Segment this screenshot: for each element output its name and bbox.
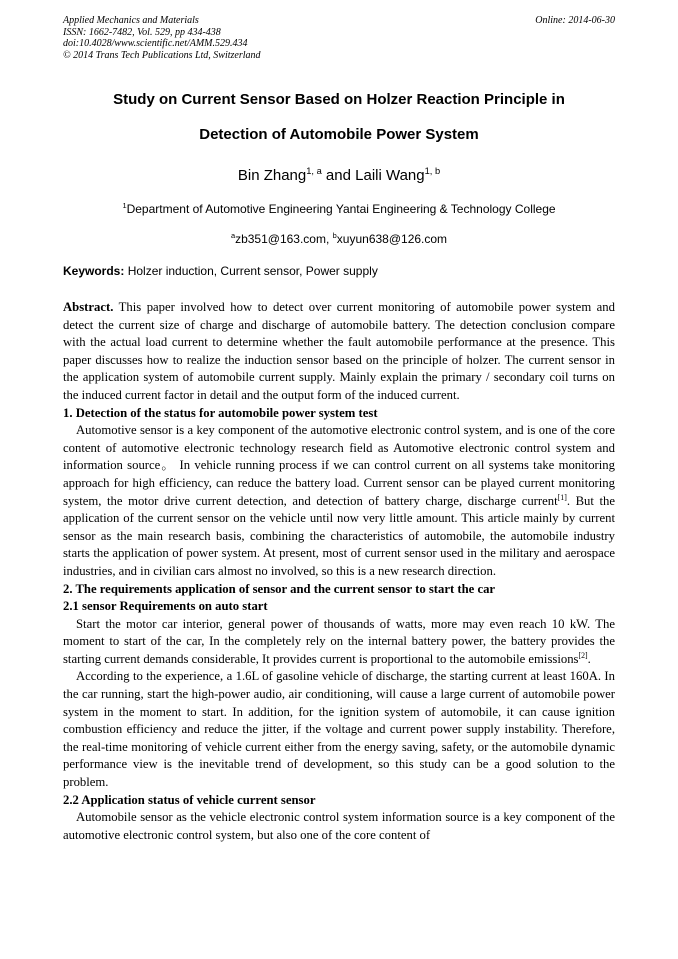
abstract-text: This paper involved how to detect over current monitoring of automobile power system and detect the current size of charge and discharge of automobile battery. The detection conclusion compare with the actual load current to determine whether the fault automobile performance at the presence. This paper discusses how to realize the induction sensor based on the principle of holzer. The current sensor in the application system of automobile current supply. Mainly explain the primary / secondary coil turns on the induced current factor in detail and the output form of the induced current. [63, 300, 615, 402]
paper-title-line-1: Study on Current Sensor Based on Holzer Reaction Principle in [113, 91, 565, 108]
section-heading: 1. Detection of the status for automobile power system test [63, 405, 378, 420]
copyright-line: © 2014 Trans Tech Publications Ltd, Switzerland [63, 49, 261, 61]
section-heading: 2. The requirements application of sensor and the current sensor to start the car [63, 581, 496, 596]
author-name: Laili Wang [355, 167, 425, 184]
author-affiliation-mark: 1, a [306, 166, 322, 176]
paragraph-text: . [587, 651, 591, 666]
affiliation [0, 202, 678, 216]
paper-title-line-2: Detection of Automobile Power System [199, 126, 479, 143]
paper-body [63, 299, 615, 844]
keywords-label: Keywords: [63, 264, 125, 278]
body-paragraph: According to the experience, a 1.6L of gasoline vehicle of discharge, the starting current at least 160A. In the car running, start the high-power audio, air conditioning, will cause a large current of automobile power system in the moment to start. In addition, for the ignition system of automobile, it can cause ignition combustion efficiency and reduce the jitter, if the voltage and current power supply instability. Therefore, the real-time monitoring of vehicle current either from the energy saving, safety, or the automobile dynamic performance view is the inevitable trend of development, so this study can be a good solution to the problem. [63, 669, 615, 790]
journal-header [63, 15, 615, 61]
issn-line: ISSN: 1662-7482, Vol. 529, pp 434-438 [63, 26, 221, 38]
paragraph-text: Start the motor car interior, general power of thousands of watts, more may even reach 10 kW. The moment to start of the car, In the completely rely on the internal battery power, the battery provides the starting current demands considerable, It provides current is proportional to the automobile emissions [63, 616, 615, 666]
author-list [0, 167, 678, 184]
abstract-label: Abstract. [63, 300, 114, 314]
keywords [63, 264, 615, 278]
author-affiliation-mark: 1, b [424, 166, 441, 176]
email-mark: b [332, 231, 337, 240]
email-address: zb351@163.com, [235, 232, 333, 246]
paragraph-text: . But the application of the current sensor on the vehicle until now very little amount. This article mainly by current sensor as the main research basis, combining the characteristics of automobile, the automobile industry starts the application of power system. At present, most of current sensor used in the military and aerospace industries, and in civilian cars almost no involved, so this is a new research direction. [63, 493, 615, 578]
email-address: xuyun638@126.com [336, 232, 448, 246]
paragraph-text: Automotive sensor is a key component of the automotive electronic control system, and is one of the core content of automotive electronic technology research field as Automotive electronic control system and information source。 In vehicle running process if we can control current on all systems take monitoring approach for high efficiency, can reduce the battery load. Current sensor can be played current monitoring system, the motor drive current detection, and detection of battery charge, discharge current [63, 423, 615, 508]
subsection-heading: 2.2 Application status of vehicle current sensor [63, 792, 316, 807]
citation-ref: [1] [557, 492, 567, 502]
online-date: Online: 2014-06-30 [535, 15, 615, 26]
affiliation-mark: 1 [122, 201, 127, 210]
abstract-paragraph [63, 299, 615, 405]
keywords-text: Holzer induction, Current sensor, Power supply [124, 264, 378, 278]
citation-ref: [2] [578, 650, 588, 660]
body-paragraph [63, 616, 615, 669]
subsection-heading: 2.1 sensor Requirements on auto start [63, 599, 268, 614]
journal-name: Applied Mechanics and Materials [63, 15, 199, 26]
author-emails [0, 232, 678, 246]
author-name: Bin Zhang [237, 167, 307, 184]
email-mark: a [230, 231, 236, 240]
affiliation-text: Department of Automotive Engineering Yantai Engineering & Technology College [126, 202, 556, 216]
body-paragraph [63, 422, 615, 580]
doi-line: doi:10.4028/www.scientific.net/AMM.529.434 [63, 38, 248, 49]
author-conjunction: and [321, 167, 356, 184]
body-paragraph: Automobile sensor as the vehicle electronic control system information source is a key component of the automotive electronic control system, but also one of the core content of [63, 810, 615, 842]
